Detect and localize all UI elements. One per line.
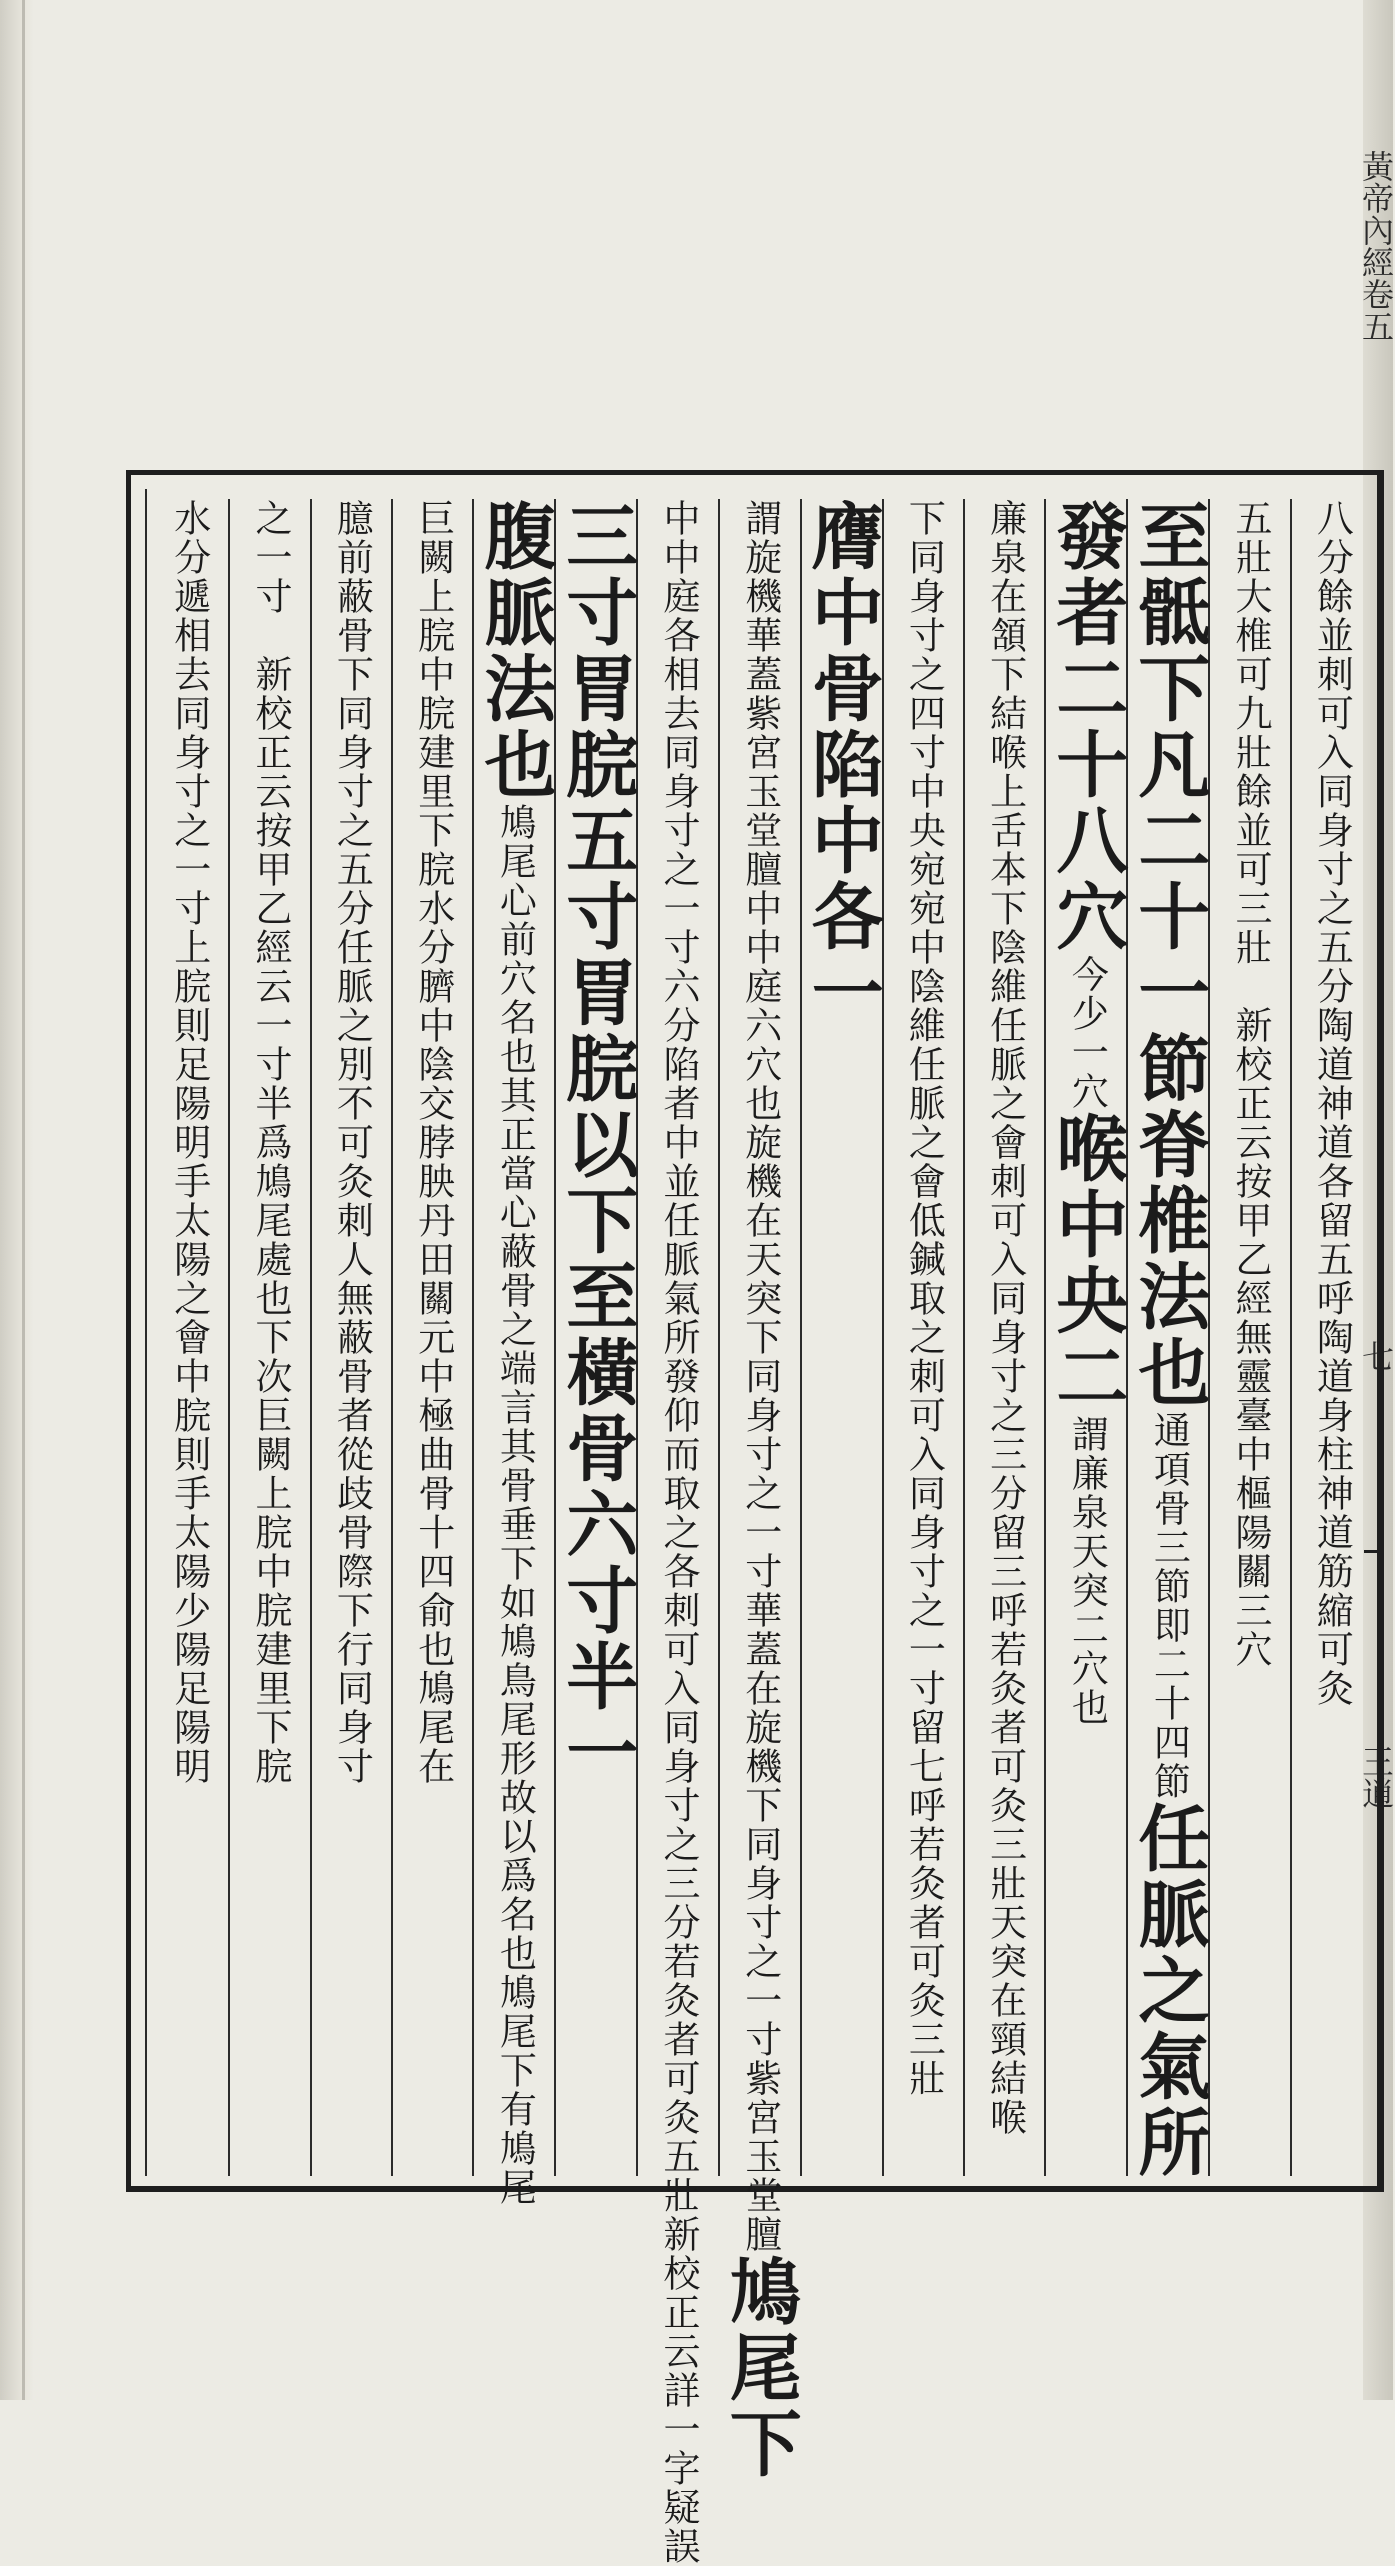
main-text: 鳩尾下 <box>717 2254 803 2482</box>
column-run <box>1310 499 1354 2176</box>
annotation-line: 廉泉在頷下結喉上舌本下陰維任脈之會刺可入同身寸之三分留三呼若灸者可灸三壯天突在頸結喉 <box>983 499 1027 2137</box>
text-column <box>1044 499 1130 2176</box>
column-run <box>1044 499 1130 2176</box>
text-column <box>1208 499 1289 2176</box>
text-column <box>228 499 309 2176</box>
text-column <box>882 499 963 2176</box>
inline-note: 鳩尾心前穴名也其正當心蔽骨之端言其骨垂下如鳩鳥尾形故以爲名也鳩尾下有鳩尾 <box>493 803 537 2207</box>
annotation-line: 臆前蔽骨下同身寸之五分任脈之別不可灸刺人無蔽骨者從歧骨際下行同身寸 <box>330 499 374 1786</box>
main-text: 發者二十八穴 <box>1044 499 1130 955</box>
annotation-line: 之一寸 新校正云按甲乙經云一寸半爲鳩尾處也下次巨闕上脘中脘建里下脘 <box>249 499 293 1786</box>
text-column <box>1126 499 1212 2181</box>
text-column <box>636 499 717 2566</box>
column-run <box>411 499 455 2176</box>
main-text: 膺中骨陷中各一 <box>799 499 885 1031</box>
column-run <box>799 499 885 2176</box>
inline-note: 通項骨三節即二十四節 <box>1147 1411 1191 1801</box>
page-gutter-line <box>22 0 25 2400</box>
column-run <box>657 499 701 2566</box>
main-text: 至骶下凡二十一節脊椎法也 <box>1126 499 1212 1411</box>
column-run <box>472 499 558 2207</box>
text-column <box>717 499 803 2482</box>
fore-edge-page-number: 七 <box>1357 1340 1395 1372</box>
fore-edge-publisher: 王逍 <box>1357 1745 1395 1809</box>
column-run <box>983 499 1027 2176</box>
column-run <box>1229 499 1272 2176</box>
text-column <box>1290 499 1371 2176</box>
annotation-line: 中中庭各相去同身寸之一寸六分陷者中並任脈氣所發仰而取之各刺可入同身寸之三分若灸者可灸五壯 <box>657 499 701 2215</box>
inline-note: 今少一穴 <box>1065 955 1109 1111</box>
annotation-line: 巨闕上脘中脘建里下脘水分臍中陰交脖胦丹田關元中極曲骨十四俞也鳩尾在 <box>411 499 455 1786</box>
annotation-line: 八分餘並刺可入同身寸之五分陶道神道各留五呼陶道身柱神道筋縮可灸 <box>1310 499 1354 1708</box>
annotation-line: 謂旋機華蓋紫宮玉堂膻中中庭六穴也旋機在天突下同身寸之一寸華蓋在旋機下同身寸之一寸紫宮玉堂膻 <box>738 499 782 2254</box>
inline-note: 新校正云詳一字疑誤 <box>657 2215 701 2566</box>
text-column <box>963 499 1044 2176</box>
column-run <box>167 499 211 2176</box>
text-column <box>391 499 472 2176</box>
column-run <box>1126 499 1212 2181</box>
main-text: 喉中央二 <box>1044 1111 1130 1415</box>
column-run <box>554 499 640 2176</box>
text-column <box>310 499 391 2176</box>
column-run <box>330 499 374 2176</box>
main-text: 任脈之氣所 <box>1126 1801 1212 2181</box>
main-text: 三寸胃脘五寸胃脘以下至橫骨六寸半一 <box>554 499 640 1791</box>
fore-edge-title: 黃帝內經卷五 <box>1357 150 1395 342</box>
text-column <box>472 499 558 2207</box>
annotation-line: 五壯大椎可九壯餘並可三壯 新校正云按甲乙經無靈臺中樞陽關三穴 <box>1229 499 1272 1669</box>
text-column <box>149 499 228 2176</box>
main-text: 腹脈法也 <box>472 499 558 803</box>
text-column <box>554 499 640 2176</box>
vertical-text-block <box>149 499 1371 2566</box>
annotation-line: 下同身寸之四寸中央宛宛中陰維任脈之會低鍼取之刺可入同身寸之一寸留七呼若灸者可灸三壯 <box>902 499 946 2098</box>
page-gutter-shadow <box>0 0 34 2400</box>
text-frame <box>126 470 1384 2566</box>
inline-note: 謂廉泉天突二穴也 <box>1065 1415 1109 1727</box>
column-run <box>249 499 293 2176</box>
text-column <box>799 499 885 2176</box>
annotation-line: 水分遞相去同身寸之一寸上脘則足陽明手太陽之會中脘則手太陽少陽足陽明 <box>167 499 211 1786</box>
text-frame-inner <box>145 489 1371 2566</box>
column-run <box>902 499 946 2176</box>
column-run <box>717 499 803 2482</box>
